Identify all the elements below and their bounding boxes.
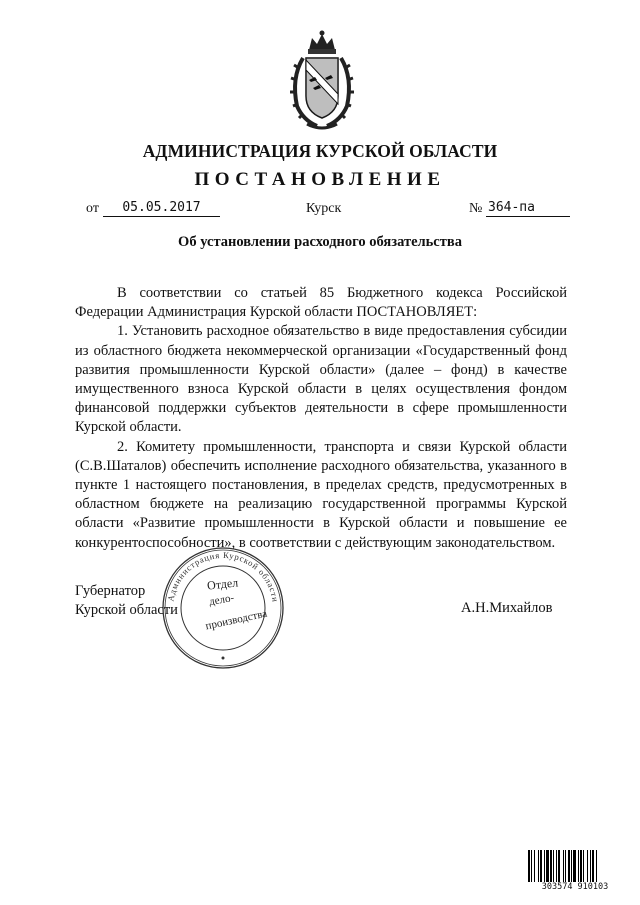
barcode-bar <box>587 850 588 882</box>
body-paragraph: 2. Комитету промышленности, транспорта и связи Курской области (С.В.Шаталов) обеспечить исполнение расходного обязательства, указанного в пункте 1 настоящего постановления, в пределах средств, предусмотренных в областном бюджете на реализацию государственной программы Курской области «Развитие промышленности в Курской области и повышение ее конкурентоспособности», в соответствии с действующим законодательством. <box>75 438 567 551</box>
signatory-title-line: Губернатор <box>75 583 146 599</box>
number-prefix-label: № <box>469 201 483 216</box>
barcode-bar <box>596 850 597 882</box>
barcode-bar <box>544 850 545 882</box>
barcode-bar <box>540 850 542 882</box>
barcode-bar <box>568 850 570 882</box>
document-type-title: ПОСТАНОВЛЕНИЕ <box>194 169 446 190</box>
barcode-bar <box>573 850 576 882</box>
barcode-bar <box>580 850 582 882</box>
stamp-ring-text: Администрация Курской области <box>165 549 281 604</box>
document-number: 364-па <box>486 200 570 217</box>
stamp-line: дело- <box>208 591 235 609</box>
barcode-bar <box>550 850 552 882</box>
barcode-bar <box>578 850 579 882</box>
barcode-bar <box>571 850 572 882</box>
stamp-line: Отдел <box>206 575 239 593</box>
city-label: Курск <box>306 201 342 216</box>
barcode-bar <box>538 850 539 882</box>
barcode-bar <box>553 850 554 882</box>
barcode-bar <box>558 850 560 882</box>
barcode-number: 303574 910103 <box>527 882 623 892</box>
document-date: 05.05.2017 <box>103 200 220 217</box>
barcode-bar <box>563 850 564 882</box>
official-stamp <box>160 546 286 670</box>
barcode-bar <box>592 850 594 882</box>
signatory-title-line: Курской области <box>75 602 178 618</box>
coat-of-arms-emblem <box>287 28 357 136</box>
barcode-bar <box>528 850 530 882</box>
barcode-bar <box>534 850 535 882</box>
barcode-bar <box>546 850 549 882</box>
body-paragraph: 1. Установить расходное обязательство в виде предоставления субсидии из областного бюджета некоммерческой организации «Государственный фонд развития промышленности Курской области» (далее – фонд) в качестве имущественного взноса Курской области в целях осуществления фондом финансовой поддержки субъектов деятельности в сфере промышленности Курской области. <box>75 323 567 436</box>
barcode-bar <box>531 850 532 882</box>
document-subject: Об установлении расходного обязательства <box>178 234 462 250</box>
signatory-name: А.Н.Михайлов <box>461 600 553 616</box>
barcode-bar <box>565 850 566 882</box>
barcode-bar <box>556 850 557 882</box>
body-paragraph: В соответствии со статьей 85 Бюджетного кодекса Российской Федерации Администрация Курской области ПОСТАНОВЛЯЕТ: <box>75 285 567 321</box>
barcode-bar <box>583 850 584 882</box>
date-prefix-label: от <box>86 201 99 216</box>
barcode-image <box>527 850 623 886</box>
signatory-title <box>75 582 178 620</box>
document-body <box>75 284 567 553</box>
organization-title: АДМИНИСТРАЦИЯ КУРСКОЙ ОБЛАСТИ <box>142 141 498 161</box>
stamp-line: производства <box>204 607 269 633</box>
barcode-bar <box>590 850 591 882</box>
